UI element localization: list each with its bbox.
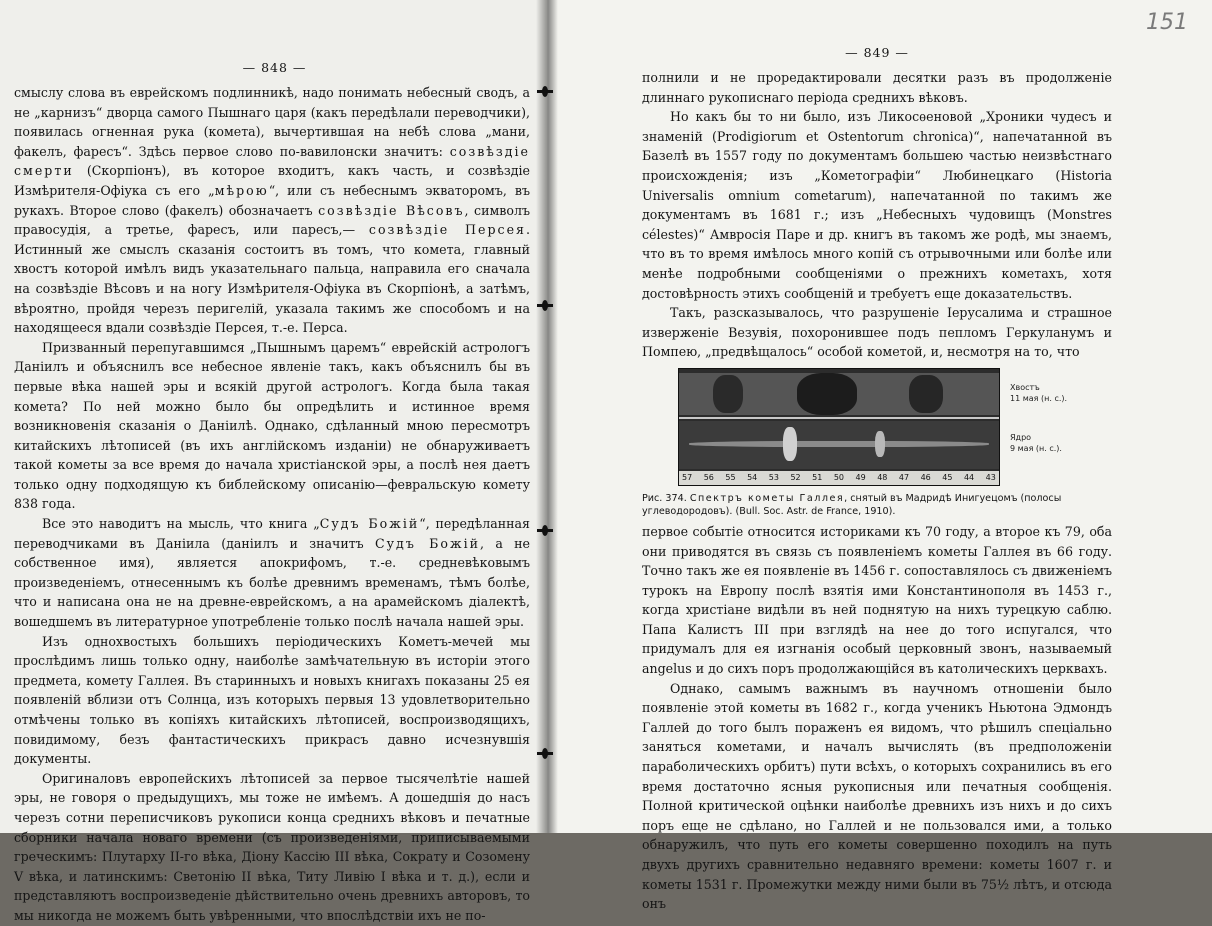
scale-mark: 50 xyxy=(833,472,844,482)
spaced-term: созвѣздіе Персея xyxy=(368,222,526,238)
right-page-text-top xyxy=(642,68,1112,362)
scale-mark: 45 xyxy=(942,472,953,482)
scale-mark: 56 xyxy=(703,472,714,482)
archive-handwritten-number: 151 xyxy=(1146,10,1188,35)
paragraph xyxy=(642,68,1112,107)
scale-mark: 43 xyxy=(985,472,996,482)
scale-mark: 53 xyxy=(768,472,779,482)
caption-prefix: Рис. 374. xyxy=(642,492,690,504)
text-run: Оригиналовъ европейскихъ лѣтописей за первое тысячелѣтіе нашей эры, не говоря о предыдущихъ, мы тоже не имѣемъ. А дошедшія до насъ черезъ сотни переписчиковъ рукописи конца среднихъ вѣковъ и печатные сборники начала новаго времени (съ произведеніями, приписываемыми греческимъ: Плутарху II-го вѣка, Діону Кассію III вѣка, Сократу и Созомену V вѣка, и латинскимъ: Светонію II вѣка, Титу Ливію I вѣка и т. д.), если и представляютъ воспроизведеніе дѣйствительно очень древнихъ авторовъ, то мы никогда не можемъ быть увѣренными, что впослѣдствіи ихъ не по- xyxy=(14,770,530,923)
paragraph xyxy=(14,769,530,926)
left-page xyxy=(0,0,546,923)
scale-mark: 57 xyxy=(682,472,693,482)
text-run: смыслу слова въ еврейскомъ подлинникѣ, надо понимать небесный сводъ, а не „карнизъ“ дворца самого Пышнаго царя (какъ передѣлали переводчики), появилась огненная рука (комета), вычертившая на небѣ слова „мани, факелъ, фаресъ“. Здѣсь первое слово по-вавилонски значитъ: xyxy=(14,85,530,159)
spaced-term: Судъ Божій xyxy=(375,535,480,551)
scale-mark: 44 xyxy=(963,472,975,482)
tail-label-line-2: 11 мая (н. с.). xyxy=(1010,393,1068,403)
core-spectrum-band xyxy=(679,421,999,469)
tail-label-line-1: Хвостъ xyxy=(1010,382,1040,392)
spaced-term: мѣрою xyxy=(214,182,269,198)
scale-mark: 46 xyxy=(920,472,931,482)
core-label-line-1: Ядро xyxy=(1010,432,1032,442)
paragraph xyxy=(14,83,530,338)
scale-mark: 49 xyxy=(855,472,866,482)
core-label xyxy=(1010,432,1062,454)
page-number-849: — 849 — xyxy=(845,45,909,60)
core-label-line-2: 9 мая (н. с.). xyxy=(1010,443,1062,453)
paragraph xyxy=(14,632,530,769)
spectrum-divider-line xyxy=(679,417,999,419)
tail-label xyxy=(1010,382,1067,404)
spaced-term: Судъ Божій xyxy=(319,516,420,532)
text-run: Призванный перепугавшимся „Пышнымъ царемъ“ еврейскій астрологъ Даніилъ и объяснилъ все небесное явленіе такъ, какъ объяснилъ бы въ первые вѣка нашей эры и всякій другой астрологъ. Когда была такая комета? По ней можно было бы опредѣлить и истинное время возникновенія сказанія о Даніилѣ. Однако, сдѣланный мною пересмотръ китайскихъ лѣтописей (въ ихъ англійскомъ изданіи) не обнаруживаетъ такой кометы за все время до начала христіанской эры, а послѣ нея даетъ только одну подходящую къ библейскому описанію—февральскую комету 838 года. xyxy=(14,339,530,512)
binding-stitch xyxy=(537,86,553,98)
spectrum-photograph xyxy=(678,368,1000,486)
figure-caption xyxy=(642,492,1072,518)
paragraph xyxy=(14,338,530,514)
page-number-848: — 848 — xyxy=(242,60,307,75)
wavelength-scale xyxy=(679,471,999,485)
text-run: , символъ правосудія, а третье, фаресъ, или паресъ,— xyxy=(14,202,530,238)
text-run: Все это наводитъ на мысль, что книга „ xyxy=(42,516,320,532)
paragraph xyxy=(642,303,1112,362)
scale-mark: 47 xyxy=(898,472,910,482)
left-page-text xyxy=(14,83,530,926)
text-run: первое событіе относится историками къ 70 году, а второе къ 79, оба они приводятся въ связь съ появленіемъ кометы Галлея въ 66 году. Точно такъ же ея появленіе въ 1456 г. сопоставлялось съ движеніемъ турокъ на Европу послѣ взятія ими Константинополя въ 1453 г., когда христіане видѣли въ ней поднятую на нихъ турецкую саблю. Папа Калистъ III при взглядѣ на нее до того испугался, что придумалъ для ея изгнанія особый церковный звонъ, называемый angelus и до сихъ поръ продолжающійся въ католическихъ церквахъ. xyxy=(642,523,1112,677)
spaced-term: созвѣздіе Вѣсовъ xyxy=(318,202,465,218)
text-run: Но какъ бы то ни было, изъ Ликосѳеновой „Хроники чудесъ и знаменій (Prodigiorum et Ostentorum chronica)“, напечатанной въ Базелѣ въ 1557 году по документамъ большею частью неизвѣстнаго происхожденія; изъ „Кометографіи“ Любинецкаго (Historia Universalis omnium cometarum), напечатанной по такимъ же документамъ въ 1681 г.; изъ „Небесныхъ чудовищъ (Monstres célestes)“ Амвросія Паре и др. книгъ въ такомъ же родѣ, мы знаемъ, что въ то время имѣлось много копій съ отрывочными или болѣе или менѣе подробными сообщеніями о прежнихъ кометахъ, хотя достовѣрность этихъ сообщеній и требуетъ еще доказательствъ. xyxy=(642,109,1112,301)
text-run: Такъ, разсказывалось, что разрушеніе Іерусалима и страшное изверженіе Везувія, похоронившее подъ пепломъ Геркуланумъ и Помпею, „предвѣщалось“ особой кометой, и, несмотря на то, что xyxy=(642,305,1112,360)
scale-mark: 55 xyxy=(725,472,736,482)
binding-stitch xyxy=(537,525,553,537)
scale-mark: 51 xyxy=(812,472,823,482)
text-run: “, передѣланная переводчиками въ Даніила (даніилъ и значитъ xyxy=(14,516,530,551)
scale-mark: 48 xyxy=(877,472,888,482)
caption-title: Спектръ кометы Галлея xyxy=(689,492,845,504)
text-run: . Истинный же смыслъ сказанія состоитъ въ томъ, что комета, главный хвостъ которой имѣлъ видъ указательнаго пальца, направила его сначала на созвѣздіе Вѣсовъ и на ногу Измѣрителя-Офіука въ Скорпіонѣ, а затѣмъ, вѣроятно, пройдя черезъ перигелій, указала такимъ же способомъ и на находящееся вдали созвѣздіе Персея, т.-е. Перса. xyxy=(14,222,530,336)
scale-mark: 52 xyxy=(790,472,801,482)
spectrum-figure xyxy=(642,368,1112,518)
text-run: , а не собственное имя), является апокрифомъ, т.-е. средневѣковымъ произведеніемъ, отнесеннымъ къ болѣе древнимъ временамъ, тѣмъ болѣе, что и написана она не на древне-еврейскомъ, а на арамейскомъ діалектѣ, вошедшемъ въ литературное употребленіе только послѣ начала нашей эры. xyxy=(14,535,530,630)
binding-stitch xyxy=(537,300,553,312)
caption-rest: , снятый въ Мадридѣ Инигуецомъ (полосы углеводородовъ). (Bull. Soc. Astr. de France, 1910). xyxy=(642,492,1062,517)
scale-mark: 54 xyxy=(747,472,758,482)
text-run: Однако, самымъ важнымъ въ научномъ отношеніи было появленіе этой кометы въ 1682 г., когда ученикъ Ньютона Эдмондъ Галлей до того былъ пораженъ ея видомъ, что рѣшилъ спеціально заняться кометами, и началъ вычислять (въ предположеніи параболическихъ орбитъ) пути всѣхъ, о которыхъ сохранились въ его время достаточно ясныя рукописныя или печатныя сообщенія. Полной критической оцѣнки наиболѣе древнихъ изъ нихъ и до сихъ поръ еще не сдѣлано, но Галлей и не пользовался ими, а только обнаружилъ, что путь его кометы совершенно походилъ на путь двухъ другихъ сравнительно недавняго времени: кометы 1607 г. и кометы 1531 г. Промежутки между ними были въ 75½ лѣтъ, и отсюда онъ xyxy=(642,680,1112,912)
paragraph xyxy=(642,107,1112,303)
text-run: полнили и не проредактировали десятки разъ въ продолженіе длиннаго рукописнаго періода среднихъ вѣковъ. xyxy=(642,70,1112,105)
tail-spectrum-band xyxy=(679,373,999,415)
text-run: Изъ однохвостыхъ большихъ періодическихъ Кометъ-мечей мы прослѣдимъ лишь только одну, наиболѣе замѣчательную въ исторіи этого предмета, комету Галлея. Въ старинныхъ и новыхъ книгахъ показаны 25 ея появленій вблизи отъ Солнца, изъ которыхъ первыя 13 удовлетворительно отмѣчены только въ копіяхъ китайскихъ лѣтописей, воспроизводящихъ, повидимому, безъ фантастическихъ прикрасъ давно исчезнувшія документы. xyxy=(14,633,530,767)
text-run: “, или съ небеснымъ экваторомъ, въ рукахъ. Второе слово (факелъ) обозначаетъ xyxy=(14,182,530,218)
paragraph xyxy=(642,679,1112,914)
spaced-term: созвѣздіе смерти xyxy=(14,143,530,179)
book-gutter xyxy=(536,0,558,833)
right-page xyxy=(546,0,1212,912)
paragraph xyxy=(642,522,1112,679)
right-page-text-bottom xyxy=(642,522,1112,914)
binding-stitch xyxy=(537,748,553,760)
paragraph xyxy=(14,514,530,632)
text-run: (Скорпіонъ), въ которое входитъ, какъ часть, и созвѣздіе Измѣрителя-Офіука съ его „ xyxy=(14,163,530,198)
